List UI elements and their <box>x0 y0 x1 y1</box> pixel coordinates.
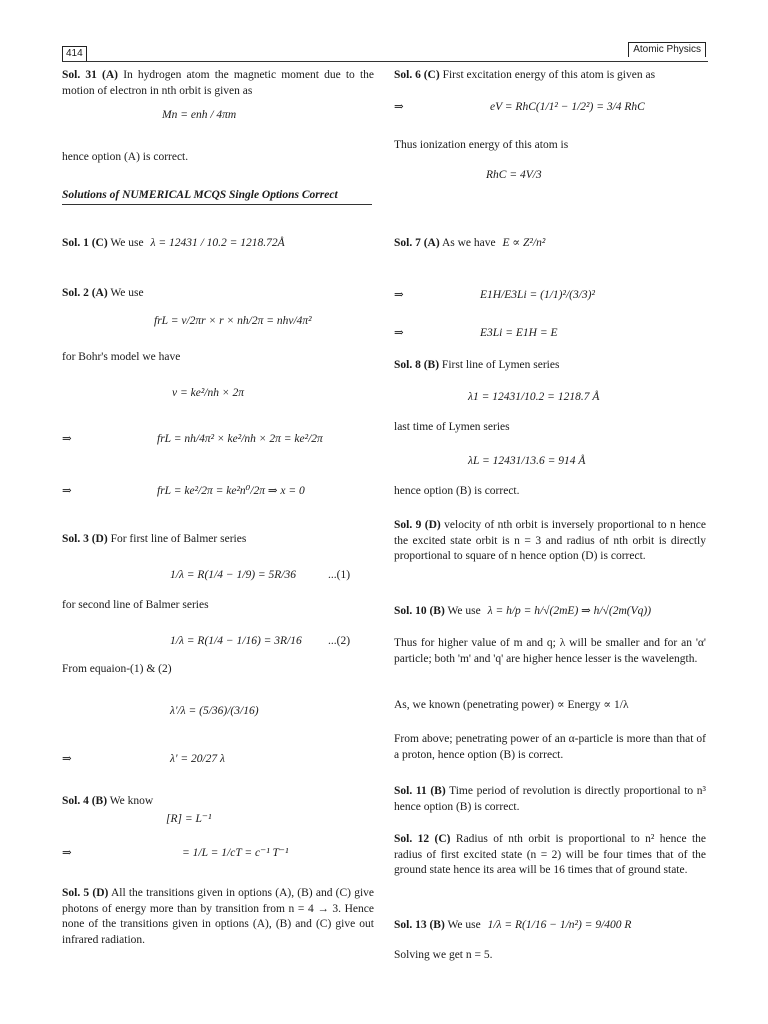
sol-4 <box>62 794 374 810</box>
sol-6-eq1: eV = RhC(1/1² − 1/2²) = 3/4 RhC <box>490 101 645 113</box>
sol-2-eq4: frL = ke²/2π = ke²n⁰/2π ⇒ x = 0 <box>157 485 305 497</box>
sol-1 <box>62 236 374 252</box>
sol-3-eq2: 1/λ = R(1/4 − 1/16) = 3R/16 <box>170 635 302 647</box>
sol-7-eq1: E1H/E3Li = (1/1)²/(3/3)² <box>480 289 595 301</box>
sol-6-label: Sol. 6 (C) <box>394 69 440 81</box>
sol-9-text: velocity of nth orbit is inversely proportional to n hence the excited state orbit is n = 3 and radius of nth orbit is directly proportional to square of n hence option (D) is correct. <box>394 519 707 563</box>
sol-3-from-text: From equaion-(1) & (2) <box>62 663 172 675</box>
sol-2-eq2: v = ke²/nh × 2π <box>172 387 244 399</box>
sol-3-eq1: 1/λ = R(1/4 − 1/9) = 5R/36 <box>170 569 297 581</box>
sol-11 <box>394 784 706 815</box>
sol-13-eq: 1/λ = R(1/16 − 1/n²) = 9/400 R <box>487 919 632 931</box>
sol-10-eq: λ = h/p = h/√(2mE) ⇒ h/√(2m(Vq)) <box>487 605 652 617</box>
sol-4-eq1: [R] = L⁻¹ <box>166 813 212 825</box>
sol-7-eq0: E ∝ Z²/n² <box>502 237 546 249</box>
sol-8-eq1: λ1 = 12431/10.2 = 1218.7 Å <box>468 391 600 403</box>
sol-12 <box>394 832 706 879</box>
sol-7 <box>394 236 706 252</box>
implies-arrow: ⇒ <box>62 847 72 859</box>
sol-5-label: Sol. 5 (D) <box>62 887 109 899</box>
sol-8-conclusion: hence option (B) is correct. <box>394 485 520 497</box>
sol-10-p2: As, we known (penetrating power) ∝ Energy ∝ 1/λ <box>394 699 629 711</box>
sol-8-last-text: last time of Lymen series <box>394 421 510 433</box>
eq-tag-2: ...(2) <box>328 635 351 647</box>
sol-2-bohr-text: for Bohr's model we have <box>62 351 181 363</box>
sol-8-eq2: λL = 12431/13.6 = 914 Å <box>468 455 586 467</box>
implies-arrow: ⇒ <box>62 433 72 445</box>
sol-10-label: Sol. 10 (B) <box>394 605 445 617</box>
sol-3-eq3: λ'/λ = (5/36)/(3/16) <box>170 705 259 717</box>
sol-13-text: We use <box>447 919 481 931</box>
sol-12-label: Sol. 12 (C) <box>394 833 451 845</box>
sol-8-text: First line of Lymen series <box>441 359 560 371</box>
sol-4-text: We know <box>109 795 154 807</box>
sol-3-label: Sol. 3 (D) <box>62 533 108 545</box>
sol-13-label: Sol. 13 (B) <box>394 919 445 931</box>
sol-7-text: As we have <box>441 237 496 249</box>
sol-10-text: We use <box>447 605 481 617</box>
sol-6-ionization-text: Thus ionization energy of this atom is <box>394 139 569 151</box>
sol-8-label: Sol. 8 (B) <box>394 359 440 371</box>
sol-5-text: All the transitions given in options (A), (B) and (C) give photons of energy more than by transition from n = 4 → 3. Hence none of the transitions given in options (A), (B) and (C) give out infrared radiation. <box>62 887 375 946</box>
sol-8 <box>394 358 706 374</box>
section-heading: Solutions of NUMERICAL MCQS Single Options Correct <box>62 189 338 201</box>
sol-7-label: Sol. 7 (A) <box>394 237 440 249</box>
sol-2-text: We use <box>110 287 144 299</box>
sol-3-text: For first line of Balmer series <box>110 533 247 545</box>
sol-4-eq2: = 1/L = 1/cT = c⁻¹ T⁻¹ <box>182 847 289 859</box>
sol-11-text: Time period of revolution is directly proportional to n³ hence option (B) is correct. <box>394 785 706 813</box>
sol-10 <box>394 604 706 620</box>
sol-31-conclusion: hence option (A) is correct. <box>62 151 189 163</box>
sol-2-eq1: frL = v/2πr × r × nh/2π = nhv/4π² <box>154 315 312 327</box>
sol-6-text: First excitation energy of this atom is given as <box>442 69 656 81</box>
sol-10-p3: From above; penetrating power of an α-particle is more than that of a proton, hence option (B) is correct. <box>394 733 706 761</box>
sol-12-text: Radius of nth orbit is proportional to n² hence the radius of first excited state (n = 2) will be four times that of the ground state hence its area will be 16 times that of ground state. <box>394 833 707 877</box>
sol-5 <box>62 886 374 948</box>
sol-10-p1: Thus for higher value of m and q; λ will be smaller and for an 'α' particle; both 'm' and 'q' are higher hence lesser is the wavelength. <box>394 637 706 665</box>
sol-2 <box>62 286 374 302</box>
sol-6 <box>394 68 706 84</box>
sol-9 <box>394 518 706 565</box>
sol-3-second-text: for second line of Balmer series <box>62 599 209 611</box>
sol-6-eq2: RhC = 4V/3 <box>486 169 542 181</box>
sol-31-equation <box>162 108 236 124</box>
eq-tag-1: ...(1) <box>328 569 351 581</box>
implies-arrow: ⇒ <box>394 327 404 339</box>
sol-9-label: Sol. 9 (D) <box>394 519 441 531</box>
sol-31-eq-text: Mn = enh / 4πm <box>162 109 237 121</box>
sol-4-label: Sol. 4 (B) <box>62 795 108 807</box>
sol-13-result: Solving we get n = 5. <box>394 949 493 961</box>
sol-11-label: Sol. 11 (B) <box>394 785 446 797</box>
sol-1-label: Sol. 1 (C) <box>62 237 108 249</box>
implies-arrow: ⇒ <box>62 753 72 765</box>
sol-3-eq4: λ' = 20/27 λ <box>170 753 226 765</box>
sol-1-eq: λ = 12431 / 10.2 = 1218.72Å <box>150 237 285 249</box>
sol-31-text <box>62 68 374 99</box>
sol-2-label: Sol. 2 (A) <box>62 287 108 299</box>
implies-arrow: ⇒ <box>394 289 404 301</box>
sol-13 <box>394 918 706 934</box>
sol-31-body: In hydrogen atom the magnetic moment due to the motion of electron in nth orbit is given as <box>62 69 374 97</box>
header-rule <box>62 61 708 62</box>
sol-7-eq2: E3Li = E1H = E <box>480 327 558 339</box>
chapter-title: Atomic Physics <box>628 42 706 57</box>
sol-2-eq3: frL = nh/4π² × ke²/nh × 2π = ke²/2π <box>157 433 323 445</box>
page-number: 414 <box>62 46 87 62</box>
sol-3 <box>62 532 374 548</box>
sol-1-text: We use <box>110 237 144 249</box>
section-heading-rule <box>62 204 372 205</box>
sol-31-label: Sol. 31 (A) <box>62 69 119 81</box>
implies-arrow: ⇒ <box>62 485 72 497</box>
implies-arrow: ⇒ <box>394 101 404 113</box>
